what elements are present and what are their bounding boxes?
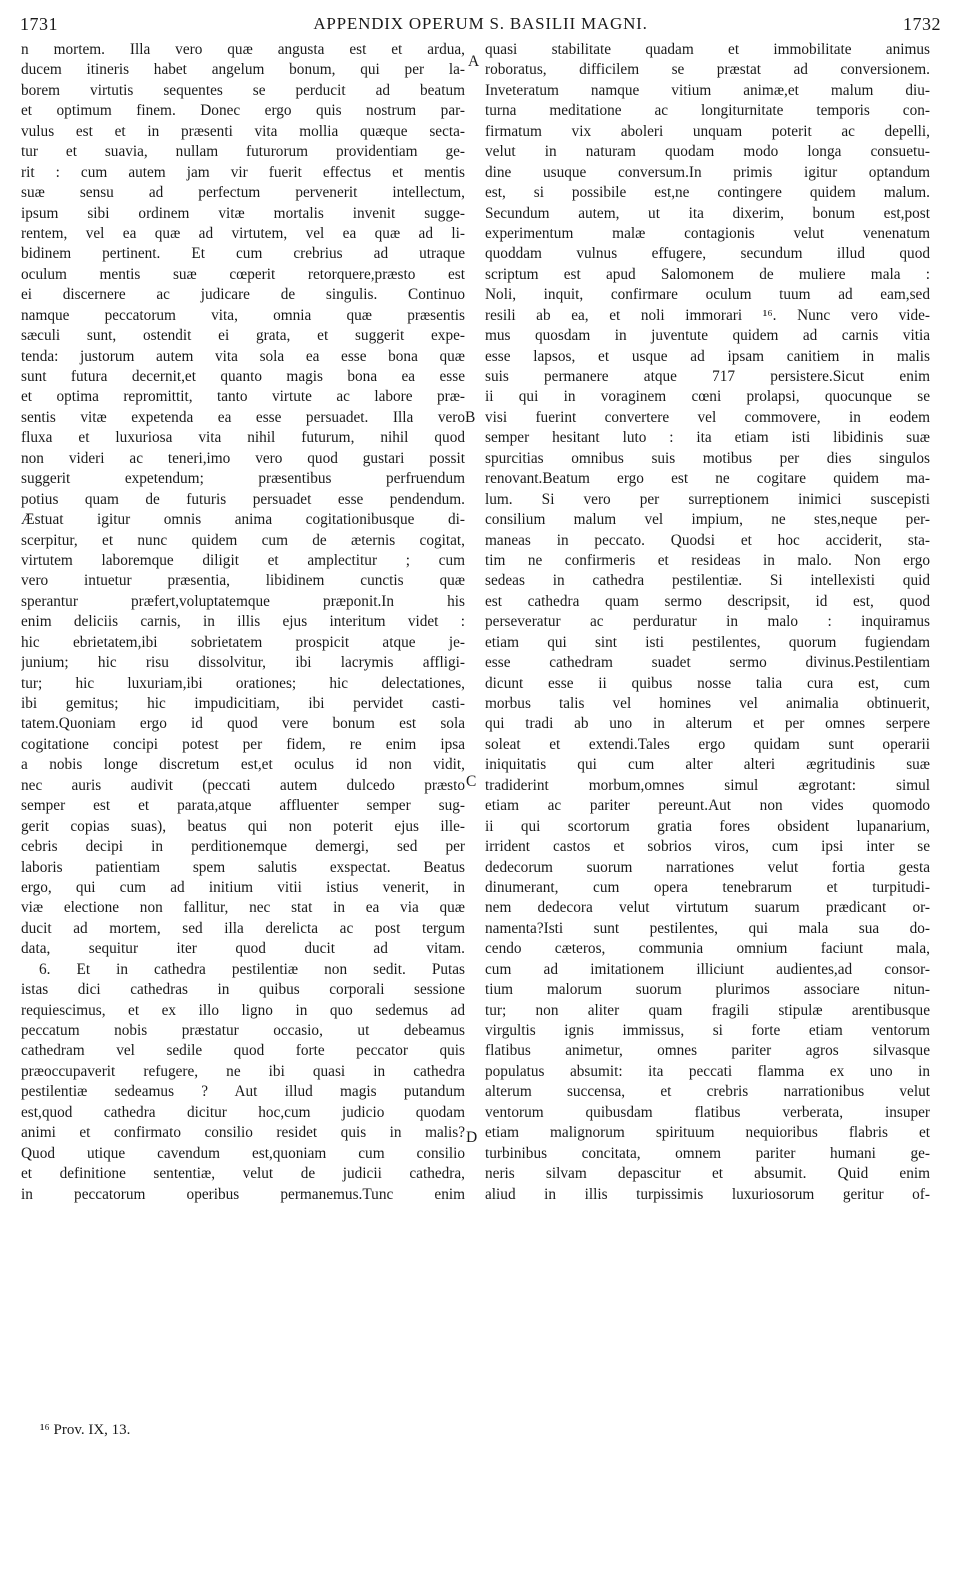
left-line: est,quod cathedra dicitur hoc,cum judicio quodam: [21, 1103, 465, 1121]
right-line: turbinibus concitata, omnem pariter humani ge-: [485, 1144, 930, 1162]
right-line: ii qui scortorum gratia fores obsident lupanarium,: [485, 817, 930, 835]
right-line: tium malorum suorum plurimos associare nitun-: [485, 981, 930, 999]
right-line: resili ab ea, et noli immorari ¹⁶. Nunc vero vide-: [485, 306, 930, 324]
right-line: Inveteratum namque vitium animæ,et malum diu-: [485, 81, 930, 99]
right-line: nem dedecora velut virtutum suarum prædicant or-: [485, 899, 930, 917]
left-line: fluxa et luxuriosa vita nihil futurum, nihil quod: [21, 429, 465, 447]
left-line: cebris decipi in perditionemque demergi, sed per: [21, 838, 465, 856]
left-line: vulus est et in præsenti vita mollia quæque secta-: [21, 122, 465, 140]
right-line: aliud in illis turpissimis luxuriosorum geritur of-: [485, 1185, 930, 1203]
left-line: sæculi sunt, ostendit ei grata, et suggerit expe-: [21, 327, 465, 345]
left-line: ergo, qui cum ad initium vitii istius venerit, in: [21, 878, 465, 896]
margin-letter-c: C: [466, 773, 477, 790]
left-line: suæ sensu ad perfectum pervenerit intellectum,: [21, 184, 465, 202]
left-line: borem virtutis sequentes se perducit ad beatum: [21, 81, 465, 99]
right-line: renovant.Beatum ergo est ne cogitare quidem ma-: [485, 470, 930, 488]
left-line: ducem itineris habet angelum bonum, qui per la-: [21, 61, 465, 79]
right-line: maneas in peccato. Quodsi et hoc acciderit, sta-: [485, 531, 930, 549]
right-text-column: [485, 40, 930, 1205]
left-line: tur; hic luxuriam,ibi orationes; hic delectationes,: [21, 674, 465, 692]
left-line: ibi gemitus; hic impudicitiam, ibi pervidet casti-: [21, 695, 465, 712]
right-line: scriptum est apud Salomonem de muliere mala :: [485, 265, 930, 283]
right-line: semper hesitant luto : ita etiam isti libidinis suæ: [485, 429, 930, 447]
left-text-column: [21, 40, 465, 1205]
right-line: etiam malignorum spirituum nequioribus flabris et: [485, 1124, 930, 1142]
right-line: virgultis ignis immissus, si forte etiam ventorum: [485, 1022, 930, 1039]
left-line: gerit copias suas), beatus qui non poterit ejus ille-: [21, 817, 465, 835]
right-line: spurcitias omnibus suis motibus per dies singulos: [485, 449, 930, 467]
right-line: lum. Si vero per surreptionem inimici suscepisti: [485, 490, 930, 508]
right-line: tradiderint morbum,omnes simul ægrotant: simul: [485, 776, 930, 794]
left-line: præoccupaverit refugere, ne ibi quasi in cathedra: [21, 1062, 465, 1080]
left-line: peccatum nobis præstatur occasio, ut debeamus: [21, 1022, 465, 1039]
left-line: tatem.Quoniam ergo id quod vere bonum est sola: [21, 715, 465, 733]
right-line: namenta?Isti sunt pestilentes, qui mala sua do-: [485, 919, 930, 937]
column-number-left: 1731: [20, 14, 58, 34]
margin-letter-a: A: [468, 53, 480, 70]
right-line: suis permanere atque 717 persistere.Sicut enim: [485, 368, 930, 385]
left-line: Quod utique cavendum est,quoniam cum consilio: [21, 1144, 465, 1162]
left-line: cogitatione concipi potest per fidem, re enim ipsa: [21, 735, 465, 753]
right-line: dine usuque conversum.In primis igitur optandum: [485, 163, 930, 181]
margin-letter-d: D: [466, 1129, 478, 1146]
running-title: APPENDIX OPERUM S. BASILII MAGNI.: [313, 14, 648, 33]
left-line: et optima repromittit, tanto virtute ac labore præ-: [21, 388, 465, 406]
left-line: tur et suavia, nullam futurorum providentiam ge-: [21, 143, 465, 161]
right-line: quasi stabilitate quadam et immobilitate animus: [485, 41, 930, 58]
left-line: et optimum finem. Donec ergo quis nostrum par-: [21, 102, 465, 120]
right-line: perseveratur ac perduratur in malo : inquiramus: [485, 613, 930, 631]
left-line: ipsum sibi ordinem vitæ mortalis invenit sugge-: [21, 204, 465, 222]
right-line: tur; non aliter quam fragili stipulæ arentibusque: [485, 1001, 930, 1019]
left-line: rit : cum autem jam vir fuerit effectus et mentis: [21, 163, 465, 181]
page-header: [20, 14, 941, 40]
left-line: requiescimus, et ex illo ligno in quo sedemus ad: [21, 1001, 465, 1019]
right-line: firmatum vix aboleri unquam poterit ac depelli,: [485, 122, 930, 140]
right-line: roboratus, difficilem se præstat ad conversionem.: [485, 61, 930, 79]
right-line: qui tradi ab uno in alterum et per omnes serpere: [485, 715, 930, 733]
left-line: junium; hic risu dissolvitur, ibi lacrymis affligi-: [21, 654, 465, 672]
left-line: semper est et parata,atque affluenter semper sug-: [21, 797, 465, 815]
right-line: dinumerant, cum opera tenebrarum et turpitudi-: [485, 878, 930, 896]
right-line: neris silvam depascitur et absumit. Quid enim: [485, 1165, 930, 1183]
right-line: Secundum autem, ut ita dixerim, bonum est,post: [485, 204, 930, 222]
right-line: esse lapsos, et usque ad ipsam canitiem in malis: [485, 347, 930, 365]
left-line: rentem, vel ea quæ ad virtutem, vel ea quæ ad li-: [21, 224, 465, 242]
right-line: cum ad imitationem illiciunt audientes,ad consor-: [485, 960, 930, 978]
margin-letter-b: B: [465, 409, 476, 426]
left-line: data, sequitur iter quod ducit ad vitam.: [21, 940, 465, 958]
column-number-right: 1732: [903, 14, 941, 34]
left-line: potius quam de futuris persuadet esse pendendum.: [21, 490, 465, 508]
left-line: suggerit expetendum; præsentibus perfruendum: [21, 470, 465, 488]
right-line: ii qui in voraginem cœni prolapsi, quocunque se: [485, 388, 930, 406]
right-line: ventorum quibusdam flatibus verberata, insuper: [485, 1103, 930, 1121]
left-line: scerpitur, et nunc quidem cum de æternis cogitat,: [21, 531, 465, 549]
right-line: flatibus animetur, omnes pariter agros silvasque: [485, 1042, 930, 1060]
right-line: mus quosdam in juventute quidem ad carnis vitia: [485, 327, 930, 345]
left-line: et definitione sententiæ, velut de judicii cathedra,: [21, 1165, 465, 1183]
left-line: laboris patientiam spem salutis exspectat. Beatus: [21, 858, 465, 876]
left-line: ducit ad mortem, sed illa derelicta ac post tergum: [21, 919, 465, 937]
right-line: est, si possibile est,ne contingere quidem malum.: [485, 184, 930, 202]
left-line: in peccatorum operibus permanemus.Tunc enim: [21, 1185, 465, 1203]
left-line: sperantur præfert,voluptatemque præponit.In his: [21, 592, 465, 610]
left-line: virtutem laboremque diligit et amplectitur ; cum: [21, 551, 465, 569]
left-line: istas dici cathedras in quibus corporali sessione: [21, 981, 465, 999]
left-line: bidinem pertinent. Et cum crebrius ad utraque: [21, 245, 465, 263]
left-line: pestilentiæ sedeamus ? Aut illud magis putandum: [21, 1083, 465, 1101]
left-line: a nobis longe discretum est,et oculus id non vidit,: [21, 756, 465, 774]
right-line: morbus talis vel homines vel animalia obtinuerit,: [485, 695, 930, 712]
right-line: esse cathedram suadet sermo divinus.Pestilentiam: [485, 654, 930, 672]
left-line: animi et confirmato consilio residet quis in malis?: [21, 1124, 465, 1142]
right-line: etiam ac pariter pereunt.Aut non vides quomodo: [485, 797, 930, 815]
left-line: enim deliciis carnis, in illis ejus interitum videt :: [21, 613, 465, 631]
right-line: experimentum malæ contagionis velut venenatum: [485, 224, 930, 242]
footnote: ¹⁶ Prov. IX, 13.: [40, 1422, 131, 1438]
right-line: soleat et extendi.Tales ergo quidam sunt operarii: [485, 735, 930, 753]
left-line: oculum mentis suæ cœperit retorquere,præsto est: [21, 265, 465, 283]
left-line: nec auris audivit (peccati autem dulcedo præsto: [21, 776, 465, 794]
right-line: velut in naturam quodam modo longa consuetu-: [485, 143, 930, 161]
left-line: n mortem. Illa vero quæ angusta est et ardua,: [21, 41, 465, 58]
right-line: sedeas in cathedra pestilentiæ. Si intellexisti quid: [485, 572, 930, 590]
left-line: namque peccatorum vita, omnia quæ præsentis: [21, 306, 465, 324]
right-line: iniquitatis qui cum alter alteri ægritudinis suæ: [485, 756, 930, 774]
right-line: dedecorum suorum narrationes velut fortia gesta: [485, 858, 930, 876]
right-line: Noli, inquit, confirmare oculum tuum ad eam,sed: [485, 286, 930, 304]
right-line: turna meditatione ac longiturnitate temporis con-: [485, 102, 930, 120]
right-line: quoddam vulnus effugere, secundum illud quod: [485, 245, 930, 263]
right-line: populatus absumit: ita peccati flamma ex uno in: [485, 1062, 930, 1080]
left-line: sentis vitæ expetenda ea esse persuadet. Illa vero: [21, 408, 465, 426]
right-line: cendo cæteros, communia omnium faciunt mala,: [485, 940, 930, 958]
right-line: consilium malum vel impium, ne stes,neque per-: [485, 511, 930, 529]
right-line: alterum succensa, et crebris narrationibus velut: [485, 1083, 930, 1101]
left-line: 6. Et in cathedra pestilentiæ non sedit. Putas: [39, 960, 465, 978]
right-line: visi fuerint convertere vel commovere, in eodem: [485, 408, 930, 426]
left-line: viæ electione non fallitur, nec stat in ea via quæ: [21, 899, 465, 917]
left-line: sunt futura decernit,et quanto magis bona ea esse: [21, 368, 465, 385]
left-line: tenda: justorum autem vita sola ea esse bona quæ: [21, 347, 465, 365]
right-line: irrident castos et sobrios viros, cum ipsi inter se: [485, 838, 930, 856]
right-line: etiam qui sint isti pestilentes, quorum fugiendam: [485, 633, 930, 651]
left-line: vero intuetur præsentia, libidinem cunctis quæ: [21, 572, 465, 590]
right-line: dicunt esse ii quibus nosse talia cura est, cum: [485, 674, 930, 692]
left-line: ei discernere ac judicare de singulis. Continuo: [21, 286, 465, 304]
left-line: hic ebrietatem,ibi sobrietatem prospicit atque je-: [21, 633, 465, 651]
right-line: est cathedra quam sermo descripsit, id est, quod: [485, 592, 930, 610]
left-line: cathedram vel sedile quod forte peccator quis: [21, 1042, 465, 1060]
left-line: Æstuat igitur omnis anima cogitationibusque di-: [21, 511, 465, 529]
right-line: tim ne confirmeris et resideas in malo. Non ergo: [485, 551, 930, 569]
left-line: non videri ac teneri,imo vero quod gustari possit: [21, 449, 465, 467]
